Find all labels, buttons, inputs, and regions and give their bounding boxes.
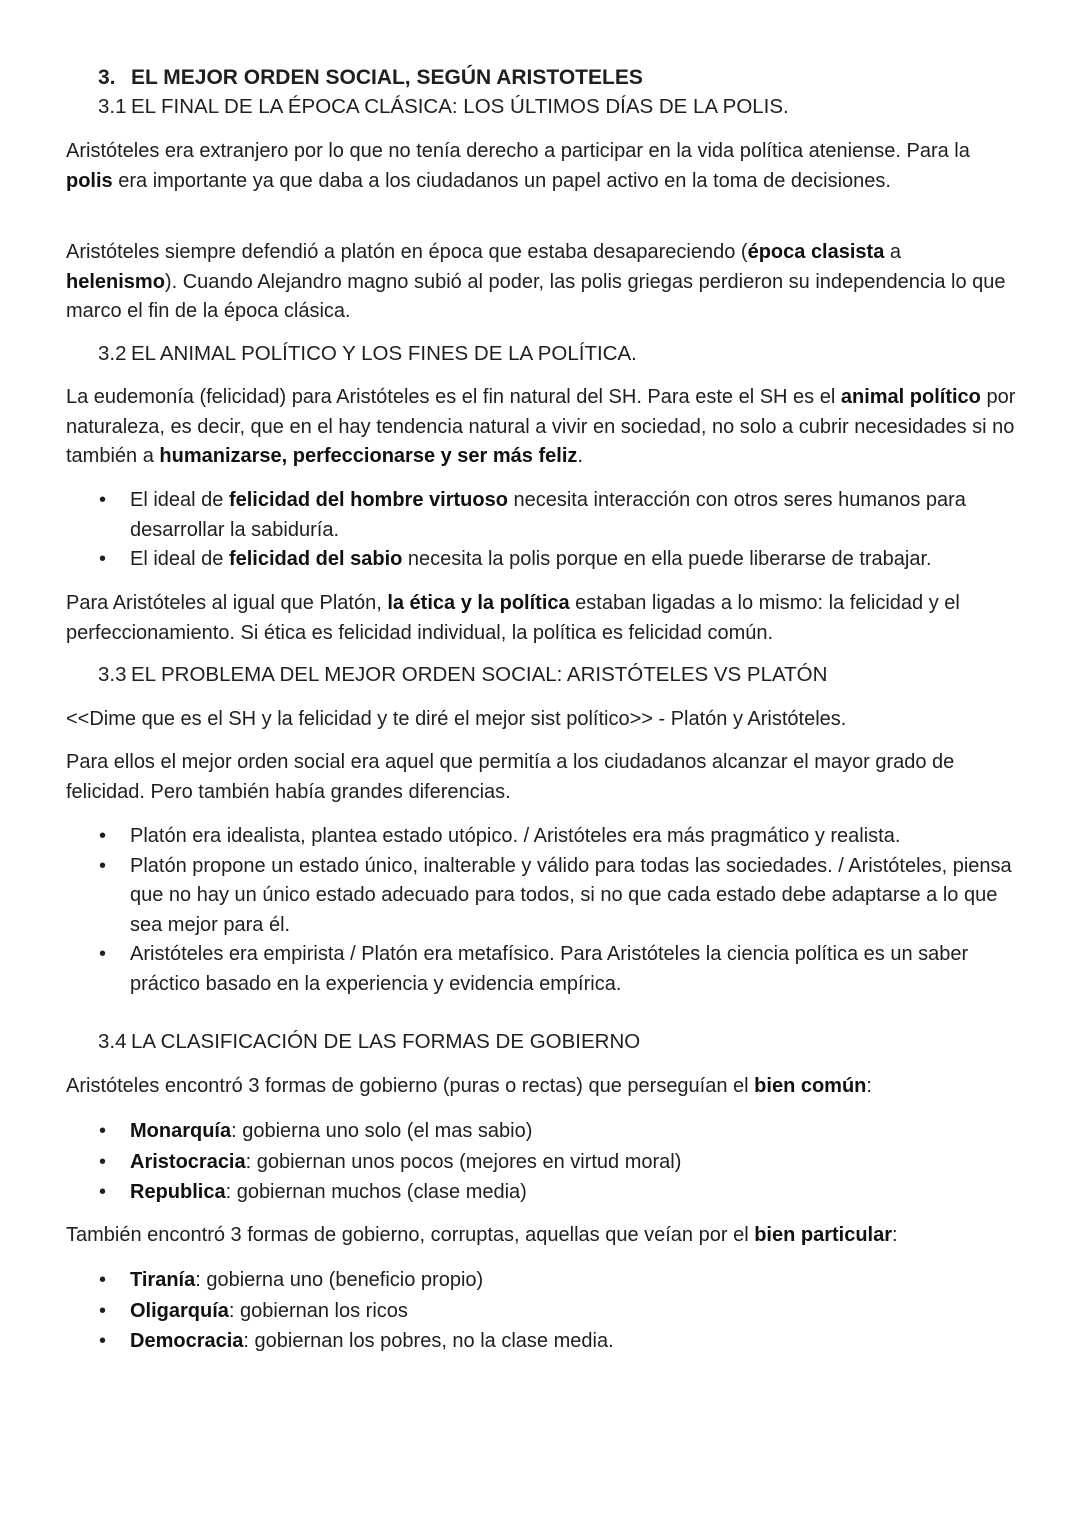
list-item: • Democracia: gobiernan los pobres, no la clase media. bbox=[66, 1326, 1016, 1357]
section-title: EL MEJOR ORDEN SOCIAL, SEGÚN ARISTOTELES bbox=[131, 66, 643, 89]
subsection-number: 3.1 bbox=[98, 95, 127, 118]
bullet-list bbox=[66, 486, 1016, 575]
list-item: • Aristóteles era empirista / Platón era metafísico. Para Aristóteles la ciencia política es un saber práctico basado en la experiencia y evidencia empírica. bbox=[66, 940, 1016, 999]
paragraph: Aristóteles siempre defendió a platón en época que estaba desapareciendo (época clasista a helenismo). Cuando Alejandro magno subió al poder, las polis griegas perdieron su independencia lo que marco el fin de la época clásica. bbox=[66, 241, 1006, 322]
subsection-heading-3-4 bbox=[98, 1029, 1048, 1055]
list-item: • Oligarquía: gobiernan los ricos bbox=[66, 1296, 1016, 1327]
list-item: • Republica: gobiernan muchos (clase media) bbox=[66, 1177, 1016, 1208]
subsection-title: LA CLASIFICACIÓN DE LAS FORMAS DE GOBIERNO bbox=[131, 1030, 641, 1053]
paragraph: Para ellos el mejor orden social era aquel que permitía a los ciudadanos alcanzar el mayor grado de felicidad. Pero también había grandes diferencias. bbox=[66, 751, 955, 803]
section-heading-3 bbox=[98, 65, 1048, 91]
list-item: • Platón era idealista, plantea estado utópico. / Aristóteles era más pragmático y realista. bbox=[66, 822, 1016, 852]
subsection-number: 3.2 bbox=[98, 342, 127, 365]
list-item: • Monarquía: gobierna uno solo (el mas sabio) bbox=[66, 1116, 1016, 1147]
paragraph: Aristóteles encontró 3 formas de gobierno (puras o rectas) que perseguían el bien común: bbox=[66, 1075, 872, 1097]
quote: <<Dime que es el SH y la felicidad y te diré el mejor sist político>> - Platón y Aristóteles. bbox=[66, 708, 847, 730]
paragraph: Aristóteles era extranjero por lo que no tenía derecho a participar en la vida política ateniense. Para la polis era importante ya que daba a los ciudadanos un papel activo en la toma de decisiones. bbox=[66, 140, 970, 192]
subsection-number: 3.4 bbox=[98, 1030, 127, 1053]
paragraph: También encontró 3 formas de gobierno, corruptas, aquellas que veían por el bien particular: bbox=[66, 1224, 898, 1246]
bullet-list bbox=[66, 822, 1016, 999]
list-item: • Platón propone un estado único, inalterable y válido para todas las sociedades. / Aristóteles, piensa que no hay un único estado adecuado para todos, si no que cada estado debe adaptarse a lo que sea mejor para él. bbox=[66, 852, 1016, 941]
subsection-heading-3-1 bbox=[98, 94, 1048, 120]
paragraph: La eudemonía (felicidad) para Aristóteles es el fin natural del SH. Para este el SH es el animal político por naturaleza, es decir, que en el hay tendencia natural a vivir en sociedad, no solo a cubrir necesidades si no también a humanizarse, perfeccionarse y ser más feliz. bbox=[66, 386, 1016, 467]
bullet-list bbox=[66, 1265, 1016, 1357]
subsection-title: EL ANIMAL POLÍTICO Y LOS FINES DE LA POLÍTICA. bbox=[131, 342, 637, 365]
subsection-heading-3-3 bbox=[98, 662, 1048, 688]
list-item: • Aristocracia: gobiernan unos pocos (mejores en virtud moral) bbox=[66, 1147, 1016, 1178]
list-item: • Tiranía: gobierna uno (beneficio propio) bbox=[66, 1265, 1016, 1296]
subsection-title: EL FINAL DE LA ÉPOCA CLÁSICA: LOS ÚLTIMOS DÍAS DE LA POLIS. bbox=[131, 95, 789, 118]
subsection-heading-3-2 bbox=[98, 341, 1048, 367]
bullet-list bbox=[66, 1116, 1016, 1208]
paragraph: Para Aristóteles al igual que Platón, la ética y la política estaban ligadas a lo mismo: la felicidad y el perfeccionamiento. Si ética es felicidad individual, la política es felicidad común. bbox=[66, 592, 960, 644]
list-item: • El ideal de felicidad del hombre virtuoso necesita interacción con otros seres humanos para desarrollar la sabiduría. bbox=[66, 486, 1016, 545]
subsection-number: 3.3 bbox=[98, 663, 127, 686]
subsection-title: EL PROBLEMA DEL MEJOR ORDEN SOCIAL: ARISTÓTELES VS PLATÓN bbox=[131, 663, 828, 686]
list-item: • El ideal de felicidad del sabio necesita la polis porque en ella puede liberarse de trabajar. bbox=[66, 545, 1016, 575]
section-number: 3. bbox=[98, 66, 116, 89]
